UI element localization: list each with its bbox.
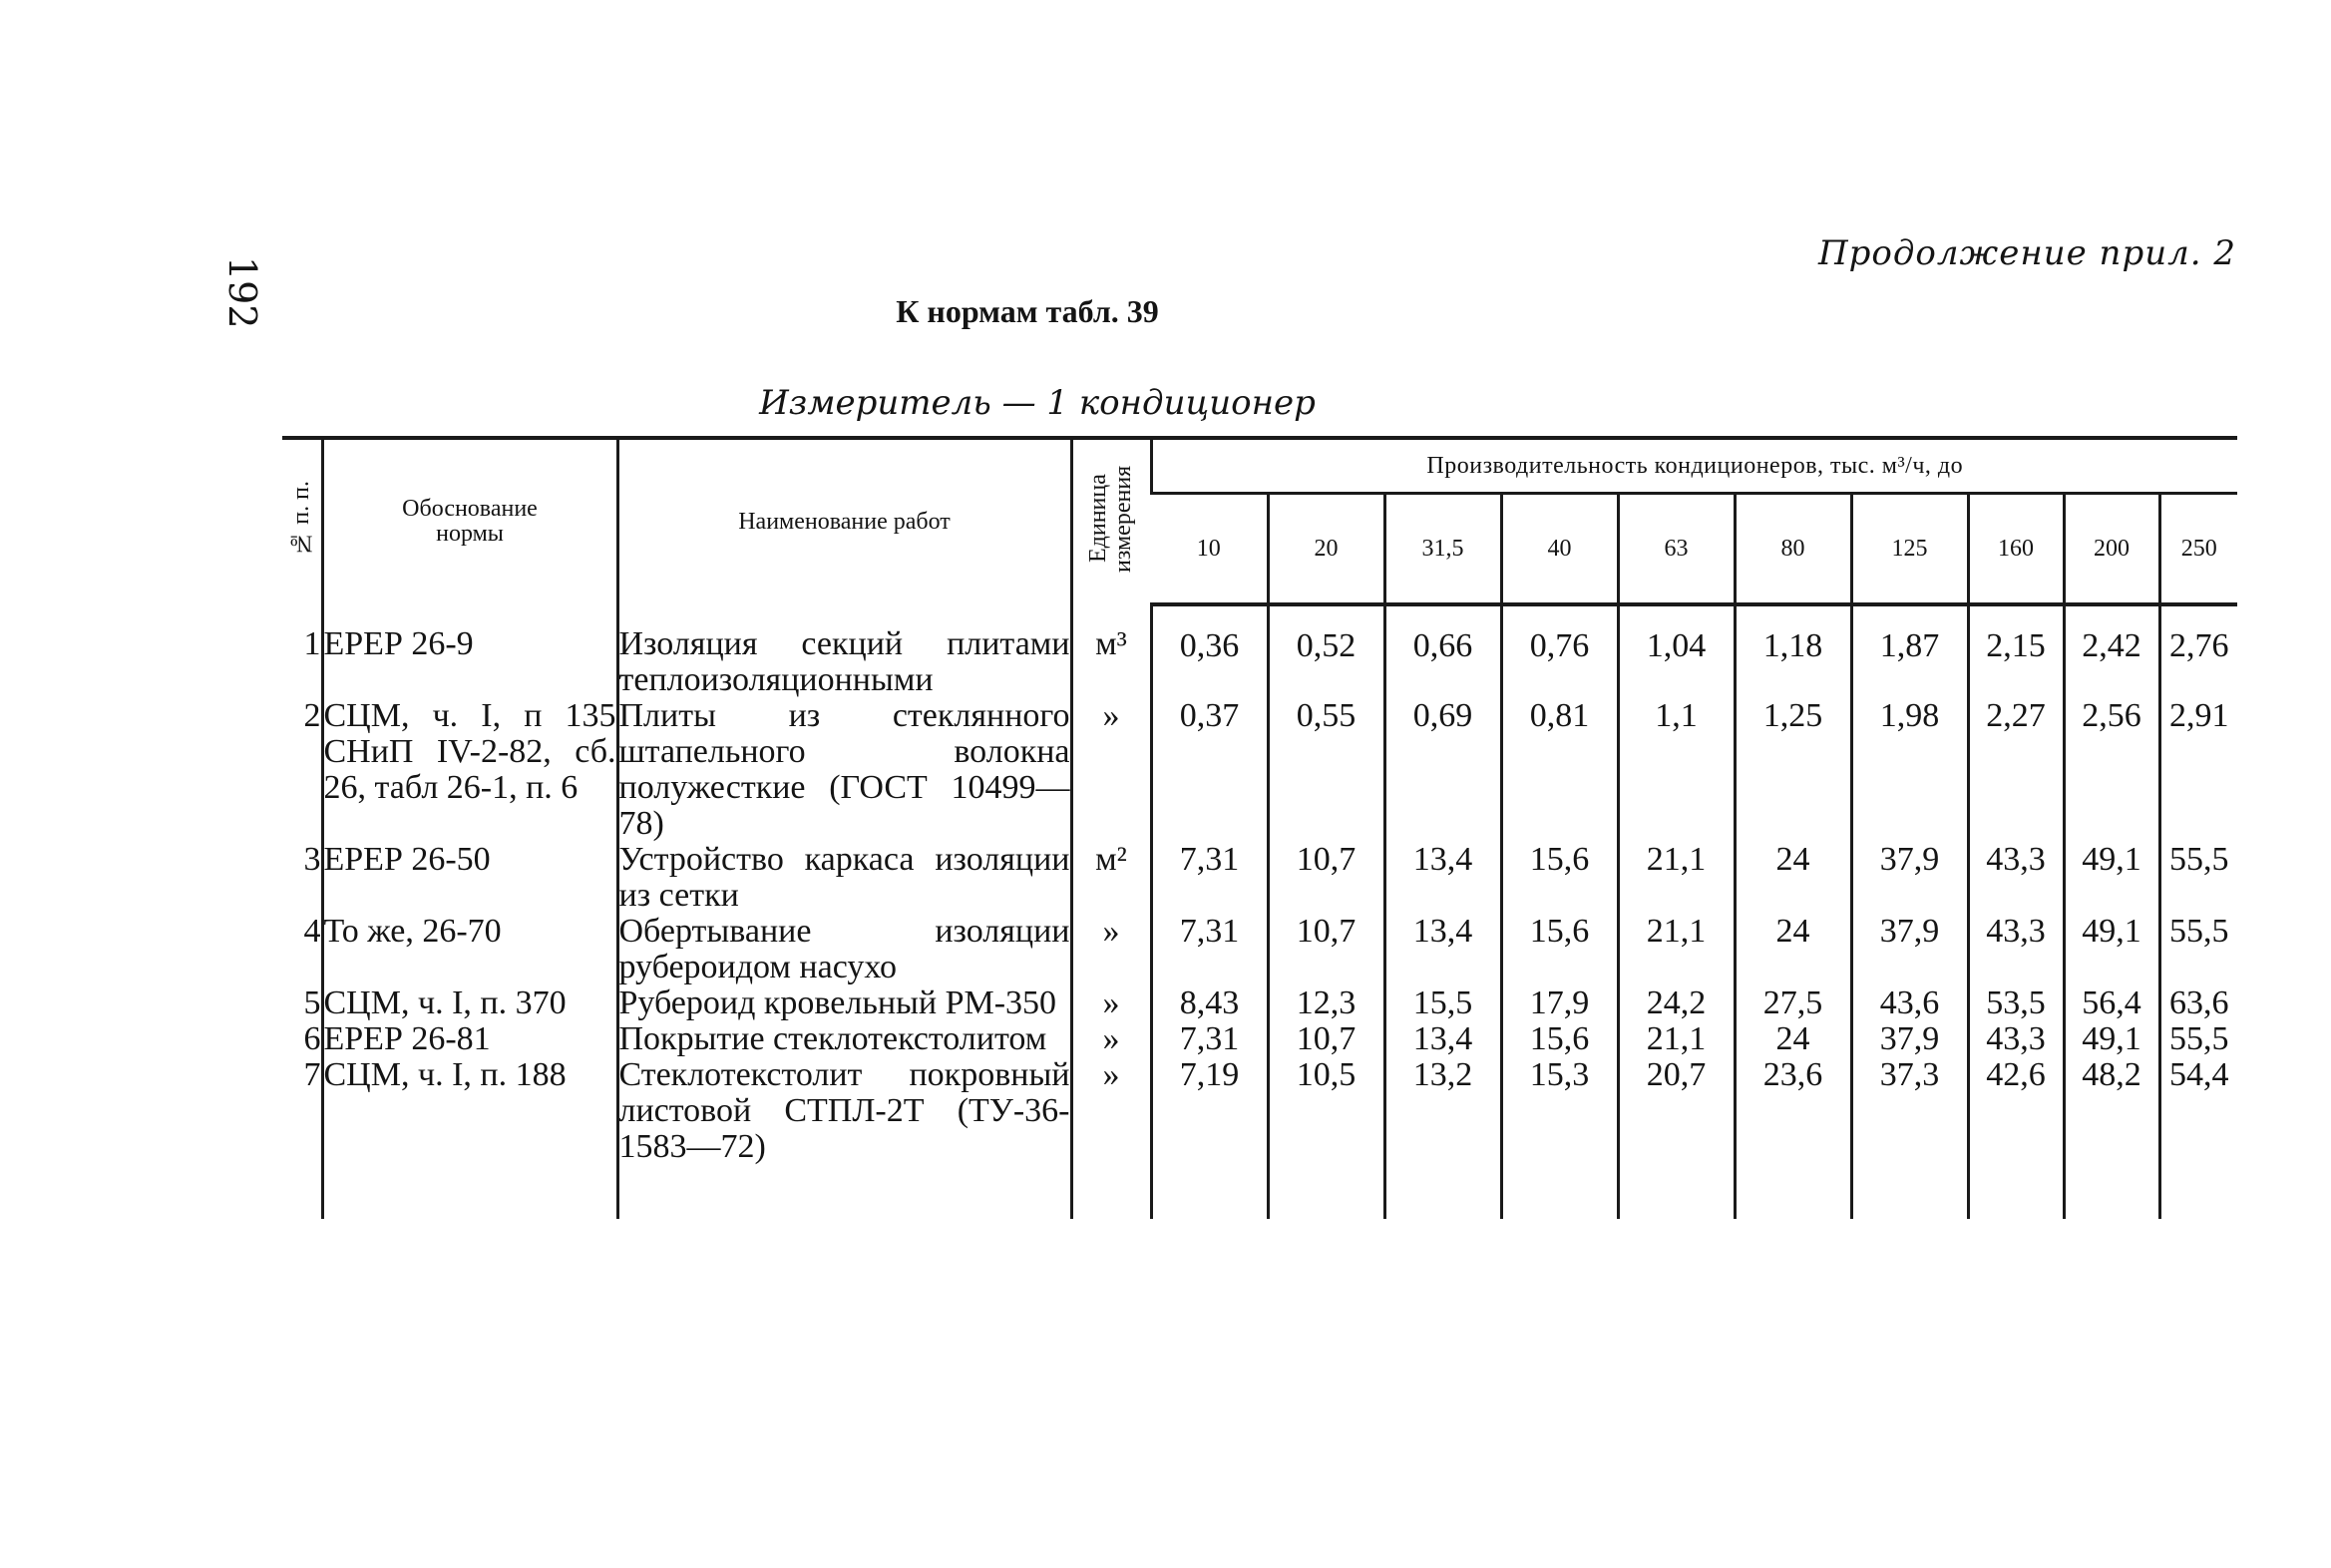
table-tail-cell — [322, 1165, 617, 1219]
table-tail-cell — [1384, 1165, 1501, 1219]
row-value: 7,19 — [1151, 1057, 1268, 1165]
header-capacity: 250 — [2159, 494, 2237, 605]
row-basis: СЦМ, ч. I, п 135 СНиП IV-2-82, сб. 26, табл 26-1, п. 6 — [322, 698, 617, 842]
row-value: 53,5 — [1968, 985, 2064, 1021]
row-value: 21,1 — [1618, 1021, 1735, 1057]
row-value: 43,3 — [1968, 1021, 2064, 1057]
row-value: 23,6 — [1735, 1057, 1851, 1165]
table-tail-spacer — [282, 1165, 2237, 1219]
table-tail-cell — [1268, 1165, 1384, 1219]
row-value: 1,25 — [1735, 698, 1851, 842]
row-value: 37,9 — [1851, 1021, 1968, 1057]
row-value: 13,2 — [1384, 1057, 1501, 1165]
row-number: 6 — [303, 1020, 321, 1057]
row-value: 1,98 — [1851, 698, 1968, 842]
row-value: 2,42 — [2064, 604, 2159, 698]
row-value: 55,5 — [2159, 1021, 2237, 1057]
row-value: 10,7 — [1268, 842, 1384, 914]
row-basis: ЕРЕР 26-9 — [322, 604, 617, 698]
row-unit: » — [1071, 698, 1151, 842]
row-value: 0,52 — [1268, 604, 1384, 698]
row-value: 10,7 — [1268, 1021, 1384, 1057]
header-capacity: 125 — [1851, 494, 1968, 605]
row-value: 2,56 — [2064, 698, 2159, 842]
row-value: 56,4 — [2064, 985, 2159, 1021]
row-value: 17,9 — [1501, 985, 1618, 1021]
row-basis: СЦМ, ч. I, п. 370 — [322, 985, 617, 1021]
row-value: 54,4 — [2159, 1057, 2237, 1165]
row-work-name: Изоляция секций плитами теплоизоляционными — [617, 604, 1071, 698]
row-value: 2,15 — [1968, 604, 2064, 698]
row-number: 3 — [303, 841, 321, 878]
table-row — [282, 1057, 2237, 1165]
row-value: 43,3 — [1968, 842, 2064, 914]
row-value: 63,6 — [2159, 985, 2237, 1021]
row-value: 12,3 — [1268, 985, 1384, 1021]
row-value: 0,55 — [1268, 698, 1384, 842]
row-value: 21,1 — [1618, 842, 1735, 914]
row-value: 43,6 — [1851, 985, 1968, 1021]
row-number: 4 — [303, 913, 321, 950]
row-value: 0,76 — [1501, 604, 1618, 698]
header-basis — [322, 438, 617, 604]
row-work-name: Стеклотекстолит покровный листовой СТПЛ-2Т (ТУ-36-1583—72) — [618, 1056, 1070, 1165]
row-value: 0,66 — [1384, 604, 1501, 698]
row-number: 2 — [303, 697, 321, 734]
row-value: 42,6 — [1968, 1057, 2064, 1165]
header-unit-label: Единица измерения — [1084, 465, 1136, 573]
table-tail-cell — [2159, 1165, 2237, 1219]
table-row — [282, 1021, 2237, 1057]
row-value: 24 — [1735, 842, 1851, 914]
row-value: 2,91 — [2159, 698, 2237, 842]
row-value: 0,81 — [1501, 698, 1618, 842]
table-tail-cell — [1501, 1165, 1618, 1219]
row-number: 1 — [303, 625, 321, 662]
row-value: 0,69 — [1384, 698, 1501, 842]
row-unit: » — [1071, 914, 1151, 985]
header-work: Наименование работ — [617, 438, 1071, 604]
row-value: 49,1 — [2064, 842, 2159, 914]
table-row — [282, 842, 2237, 914]
table-tail-cell — [1735, 1165, 1851, 1219]
header-num-label: № п. п. — [287, 481, 314, 557]
table-row — [282, 698, 2237, 842]
row-value: 37,9 — [1851, 842, 1968, 914]
table-tail-cell — [2064, 1165, 2159, 1219]
header-unit — [1071, 438, 1151, 604]
row-unit: м³ — [1071, 604, 1151, 698]
row-value: 21,1 — [1618, 914, 1735, 985]
row-value: 20,7 — [1618, 1057, 1735, 1165]
row-number: 7 — [303, 1056, 321, 1093]
row-value: 55,5 — [2159, 914, 2237, 985]
row-work-name: Покрытие стеклотекстолитом — [617, 1021, 1071, 1057]
row-number: 5 — [303, 984, 321, 1021]
header-num — [282, 438, 322, 604]
measure-caption: Измеритель — 1 кондиционер — [759, 383, 1316, 423]
table-body — [282, 604, 2237, 1219]
norms-table — [282, 436, 2237, 1219]
row-value: 7,31 — [1151, 1021, 1268, 1057]
row-value: 37,9 — [1851, 914, 1968, 985]
continuation-label: Продолжение прил. 2 — [1818, 233, 2236, 273]
row-value: 15,5 — [1384, 985, 1501, 1021]
header-capacity: 20 — [1268, 494, 1384, 605]
row-unit: » — [1071, 985, 1151, 1021]
header-basis-label: Обоснование нормы — [402, 495, 538, 548]
row-value: 0,36 — [1151, 604, 1268, 698]
header-capacity: 31,5 — [1384, 494, 1501, 605]
row-basis: СЦМ, ч. I, п. 188 — [322, 1057, 617, 1165]
row-value: 2,27 — [1968, 698, 2064, 842]
header-capacity: 200 — [2064, 494, 2159, 605]
row-value: 15,6 — [1501, 1021, 1618, 1057]
row-value: 7,31 — [1151, 842, 1268, 914]
header-capacity: 80 — [1735, 494, 1851, 605]
table-tail-cell — [1071, 1165, 1151, 1219]
row-value: 0,37 — [1151, 698, 1268, 842]
row-value: 1,1 — [1618, 698, 1735, 842]
table-tail-cell — [1151, 1165, 1268, 1219]
table-row — [282, 914, 2237, 985]
row-value: 1,04 — [1618, 604, 1735, 698]
row-value: 43,3 — [1968, 914, 2064, 985]
table-row — [282, 985, 2237, 1021]
table-row — [282, 604, 2237, 698]
header-capacity: 40 — [1501, 494, 1618, 605]
row-value: 15,3 — [1501, 1057, 1618, 1165]
row-value: 1,87 — [1851, 604, 1968, 698]
row-work-name: Устройство каркаса изоляции из сетки — [618, 841, 1070, 914]
row-basis: То же, 26-70 — [322, 914, 617, 985]
table-tail-cell — [1851, 1165, 1968, 1219]
row-value: 15,6 — [1501, 842, 1618, 914]
table-tail-cell — [1968, 1165, 2064, 1219]
table-tail-cell — [1618, 1165, 1735, 1219]
row-unit: » — [1071, 1021, 1151, 1057]
header-capacity: 160 — [1968, 494, 2064, 605]
row-value: 48,2 — [2064, 1057, 2159, 1165]
row-unit: » — [1071, 1057, 1151, 1165]
row-value: 15,6 — [1501, 914, 1618, 985]
row-work-name: Плиты из стеклянного штапельного волокна полужесткие (ГОСТ 10499—78) — [618, 697, 1070, 842]
header-capacity: 63 — [1618, 494, 1735, 605]
row-basis: ЕРЕР 26-50 — [322, 842, 617, 914]
row-work-name: Рубероид кровельный РМ-350 — [617, 985, 1071, 1021]
row-value: 55,5 — [2159, 842, 2237, 914]
row-value: 1,18 — [1735, 604, 1851, 698]
row-unit: м² — [1071, 842, 1151, 914]
row-value: 10,7 — [1268, 914, 1384, 985]
header-capacity: 10 — [1151, 494, 1268, 605]
row-value: 7,31 — [1151, 914, 1268, 985]
page-number: 192 — [220, 256, 264, 329]
table-title: К нормам табл. 39 — [896, 293, 1159, 329]
row-value: 24 — [1735, 914, 1851, 985]
header-capacity-group: Производительность кондиционеров, тыс. м³/ч, до — [1151, 438, 2237, 494]
row-value: 24 — [1735, 1021, 1851, 1057]
row-value: 13,4 — [1384, 1021, 1501, 1057]
row-value: 24,2 — [1618, 985, 1735, 1021]
row-basis: ЕРЕР 26-81 — [322, 1021, 617, 1057]
table-tail-cell — [282, 1165, 322, 1219]
row-value: 27,5 — [1735, 985, 1851, 1021]
row-value: 49,1 — [2064, 914, 2159, 985]
row-value: 13,4 — [1384, 914, 1501, 985]
row-value: 37,3 — [1851, 1057, 1968, 1165]
row-value: 10,5 — [1268, 1057, 1384, 1165]
row-value: 8,43 — [1151, 985, 1268, 1021]
row-value: 49,1 — [2064, 1021, 2159, 1057]
table-tail-cell — [617, 1165, 1071, 1219]
row-work-name: Обертывание изоляции рубероидом насухо — [618, 913, 1070, 985]
row-value: 2,76 — [2159, 604, 2237, 698]
row-value: 13,4 — [1384, 842, 1501, 914]
